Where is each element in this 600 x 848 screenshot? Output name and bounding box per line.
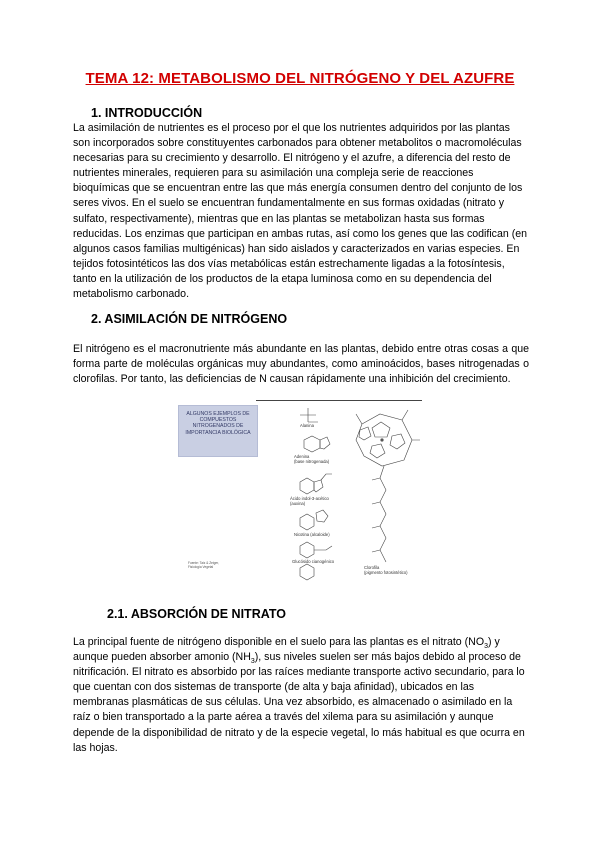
figure-source: Fuente: Taiz & Zeiger, Fisiología Vegetal [188,561,219,569]
section-heading-introduccion: 1. INTRODUCCIÓN [91,106,203,120]
section-heading-absorcion: 2.1. ABSORCIÓN DE NITRATO [107,607,286,621]
absorcion-text-1: La principal fuente de nitrógeno disponible en el suelo para las plantas es el nitrato (NO [73,636,485,648]
paragraph-absorcion [73,635,529,756]
page-title: TEMA 12: METABOLISMO DEL NITRÓGENO Y DEL AZUFRE [85,70,515,87]
section-heading-asimilacion: 2. ASIMILACIÓN DE NITRÓGENO [91,312,288,326]
label-cyanogenic: Glucósido cianogénico [292,559,335,564]
nh3-subscript: 3 [250,658,255,666]
label-iaa: Ácido indol-3-acético (auxina) [290,496,329,506]
label-adenine: Adenina (base nitrogenada) [294,454,330,464]
absorcion-text-2: ) y aunque pueden absorber amonio (NH [73,636,500,664]
figure-caption-box: ALGUNOS EJEMPLOS DE COMPUESTOS NITROGENADOS DE IMPORTANCIA BIOLÓGICA [178,405,258,457]
label-nicotine: Nicotina (alcaloide) [294,532,330,537]
paragraph-introduccion: La asimilación de nutrientes es el proceso por el que los nutrientes adquiridos por las plantas son incorporados sobre constituyentes carbonados para obtener metabolitos o macromoléculas necesarias para su crecimiento y desarrollo. El nitrógeno y el azufre, a diferencia del resto de nutrientes minerales, requieren para su asimilación una compleja serie de reacciones bioquímicas que se encuentran entre las que más energía consumen dentro del conjunto de los seres vivos. En el suelo se encuentran fundamentalmente en sus formas oxidadas (nitrato y sulfato, respectivamente), mientras que en las plantas se metabolizan hasta sus formas reducidas. Los enzimas que participan en ambas rutas, así como los genes que las codifican (en algunos casos familias multigénicas) han sido aislados y caracterizados en varias especies. En tejidos fotosintéticos las dos vías metabólicas están estrechamente ligadas a la fotosíntesis, tanto en la utilización de los productos de la etapa luminosa como en su dependencia del metabolismo carbonado. [73,122,528,301]
absorcion-text-3: ), sus niveles suelen ser más bajos debido al proceso de nitrificación. El nitrato es absorbido por las raíces mediante transporte activo secundario, para lo que cuentan con dos sistemas de transporte (de alta y baja afinidad), ubicados en las membranas plasmáticas de sus células. Una vez absorbido, es almacenado o asimilado en la raíz o bien transportado a la parte aérea a través del xilema para su asimilación y aunque depende de la disponibilidad de nitrato y de la especie vegetal, lo más habitual es que ocurra en las hojas. [73,651,525,754]
no3-subscript: 3 [484,643,488,651]
label-alanine: Alanina [300,423,314,428]
label-chlorophyll: Clorofila (pigmento fotosintético) [364,565,408,575]
figure-nitrogen-compounds [176,400,423,586]
paragraph-asimilacion: El nitrógeno es el macronutriente más abundante en las plantas, debido entre otras cosas a que forma parte de moléculas orgánicas muy abundantes, como aminoácidos, bases nitrogenadas o clorofilas. Por tanto, las deficiencias de N causan rápidamente una inhibición del crecimiento. [73,343,529,386]
